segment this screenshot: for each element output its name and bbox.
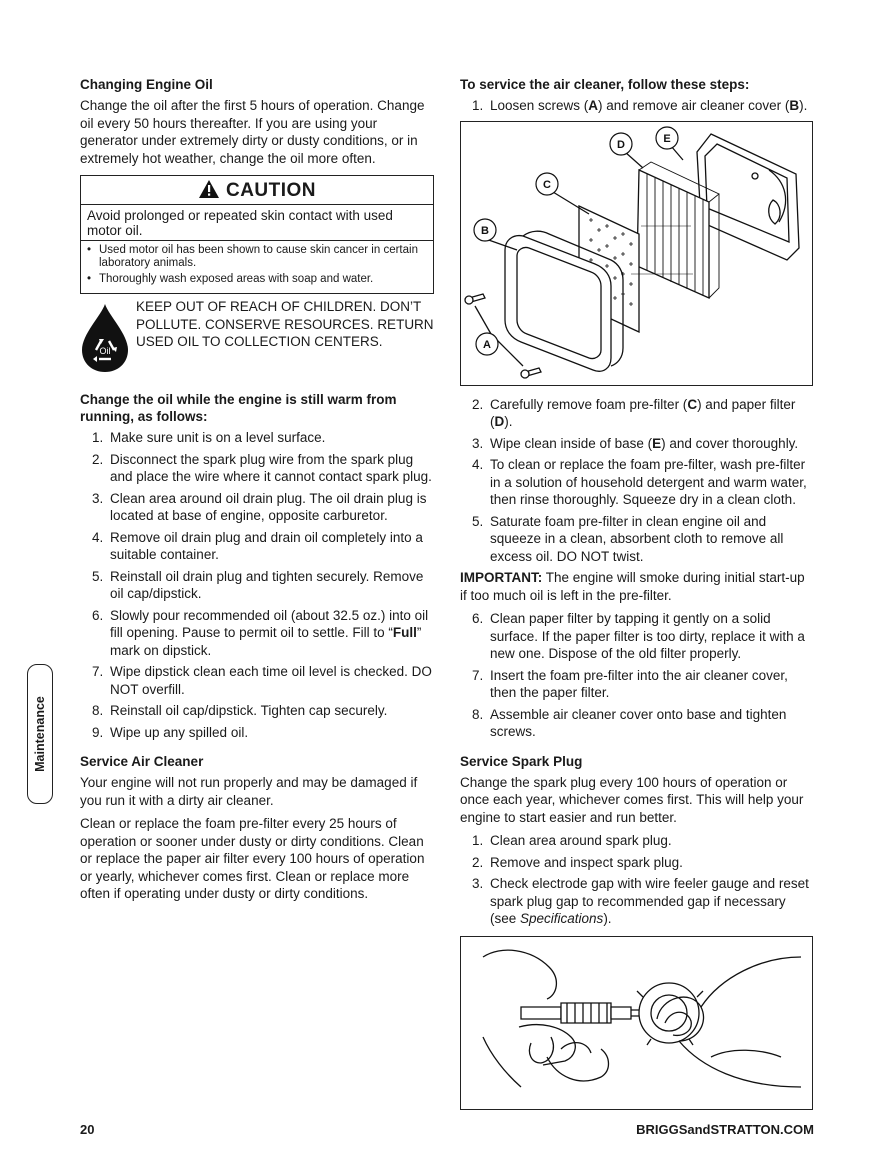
right-column [460,76,814,1110]
air-steps-list-b [460,610,814,741]
important-note: IMPORTANT: The engine will smoke during initial start-up if too much oil is left in the pre-filter. [460,570,805,603]
section-title-changing-oil: Changing Engine Oil [80,77,213,92]
caution-bullet: • Used motor oil has been shown to cause skin cancer in certain laboratory animals. [87,244,427,270]
caution-box [80,175,434,294]
figure-label-d: D [617,138,625,151]
list-item: 6. Slowly pour recommended oil (about 32.5 oz.) into oil fill opening. Pause to permit oil to settle. Fill to “Full” mark on dipstick. [92,607,429,658]
page-number: 20 [80,1122,95,1137]
list-item: 4. To clean or replace the foam pre-filter, wash pre-filter in a solution of household detergent and warm water, then rinse thoroughly. Squeeze dry in a clean cloth. [472,457,807,507]
spark-plug-gauge-illustration [461,937,812,1109]
list-item: 1. Loosen screws (A) and remove air cleaner cover (B). [472,98,808,113]
figure-label-e: E [663,132,671,145]
caution-text: Avoid prolonged or repeated skin contact with used motor oil. [81,205,433,241]
list-item: 7. Wipe dipstick clean each time oil level is checked. DO NOT overfill. [92,664,432,697]
list-item: 6. Clean paper filter by tapping it gently on a solid surface. If the paper filter is too dirty, replace it with a new one. Dispose of the old filter properly. [472,611,805,661]
list-item: 2. Disconnect the spark plug wire from the spark plug and place the wire where it cannot contact spark plug. [92,451,432,484]
side-tab-label: Maintenance [33,696,47,772]
figure-label-c: C [543,178,551,191]
air-steps-list-a [460,396,814,566]
footer-website: BRIGGSandSTRATTON.COM [636,1122,814,1137]
list-item: 5. Saturate foam pre-filter in clean engine oil and squeeze in a clean, absorbent cloth to remove all excess oil. DO NOT twist. [472,513,784,564]
list-item: 1. Make sure unit is on a level surface. [92,430,326,445]
warm-engine-heading: Change the oil while the engine is still warm from running, as follows: [80,392,397,424]
list-item: 8. Assemble air cleaner cover onto base and tighten screws. [472,706,787,739]
list-item: 9. Wipe up any spilled oil. [92,724,249,740]
caution-label: CAUTION [225,180,317,201]
list-item: 7. Insert the foam pre-filter into the air cleaner cover, then the paper filter. [472,667,788,700]
section-title-air-cleaner: Service Air Cleaner [80,754,204,769]
figure-label-b: B [481,224,489,237]
left-column [80,76,434,909]
caution-heading [81,176,433,205]
list-item: 2. Remove and inspect spark plug. [472,854,683,870]
list-item: 5. Reinstall oil drain plug and tighten securely. Remove oil cap/dipstick. [92,568,424,601]
recycle-text: KEEP OUT OF REACH OF CHILDREN. DON’T POLLUTE. CONSERVE RESOURCES. RETURN USED OIL TO COLLECTION CENTERS. [136,299,434,349]
section-side-tab [27,664,53,804]
section-title-spark-plug: Service Spark Plug [460,753,583,769]
air-step-1-list [460,97,814,115]
air-cleaner-illustration [461,122,812,385]
list-item: 8. Reinstall oil cap/dipstick. Tighten cap securely. [92,703,388,718]
list-item: 1. Clean area around spark plug. [472,833,672,848]
oil-icon-label: Oil [99,346,111,356]
oil-intro-paragraph: Change the oil after the first 5 hours of operation. Change oil every 50 hours thereafter. If you are using your generator under extremely dirty or dusty conditions, or in extremely hot weather, change the oil more often. [80,98,425,166]
spark-steps-list [460,832,814,928]
oil-steps-list [80,429,434,741]
spark-plug-figure [460,936,813,1110]
air-cleaner-figure [460,121,813,386]
list-item: 3. Check electrode gap with wire feeler gauge and reset spark plug gap to recommended gap if necessary (see Specifications). [472,876,809,926]
air-paragraph-2: Clean or replace the foam pre-filter every 25 hours of operation or sooner under dusty or dirty conditions. Clean or replace the paper air filter every 100 hours of operation or yearly, whichever comes first. Clean or replace more often if operating under dusty or dirty conditions. [80,816,425,901]
air-paragraph-1: Your engine will not run properly and may be damaged if you run it with a dirty air cleaner. [80,775,418,808]
recycle-notice [80,299,434,379]
air-steps-heading: To service the air cleaner, follow these steps: [460,77,750,92]
caution-bullet: • Thoroughly wash exposed areas with soap and water. [87,273,427,286]
list-item: 3. Clean area around oil drain plug. The oil drain plug is located at base of engine, opposite carburetor. [92,490,427,523]
oil-recycle-icon [80,302,136,379]
warning-triangle-icon [198,179,220,199]
list-item: 4. Remove oil drain plug and drain oil completely into a suitable container. [92,529,423,562]
list-item: 2. Carefully remove foam pre-filter (C) and paper filter (D). [472,396,796,429]
caution-bullets [81,241,433,293]
figure-label-a: A [483,338,491,351]
list-item: 3. Wipe clean inside of base (E) and cover thoroughly. [472,435,799,451]
spark-intro-paragraph: Change the spark plug every 100 hours of operation or once each year, whichever comes first. This will help your engine to start easier and run better. [460,774,804,825]
